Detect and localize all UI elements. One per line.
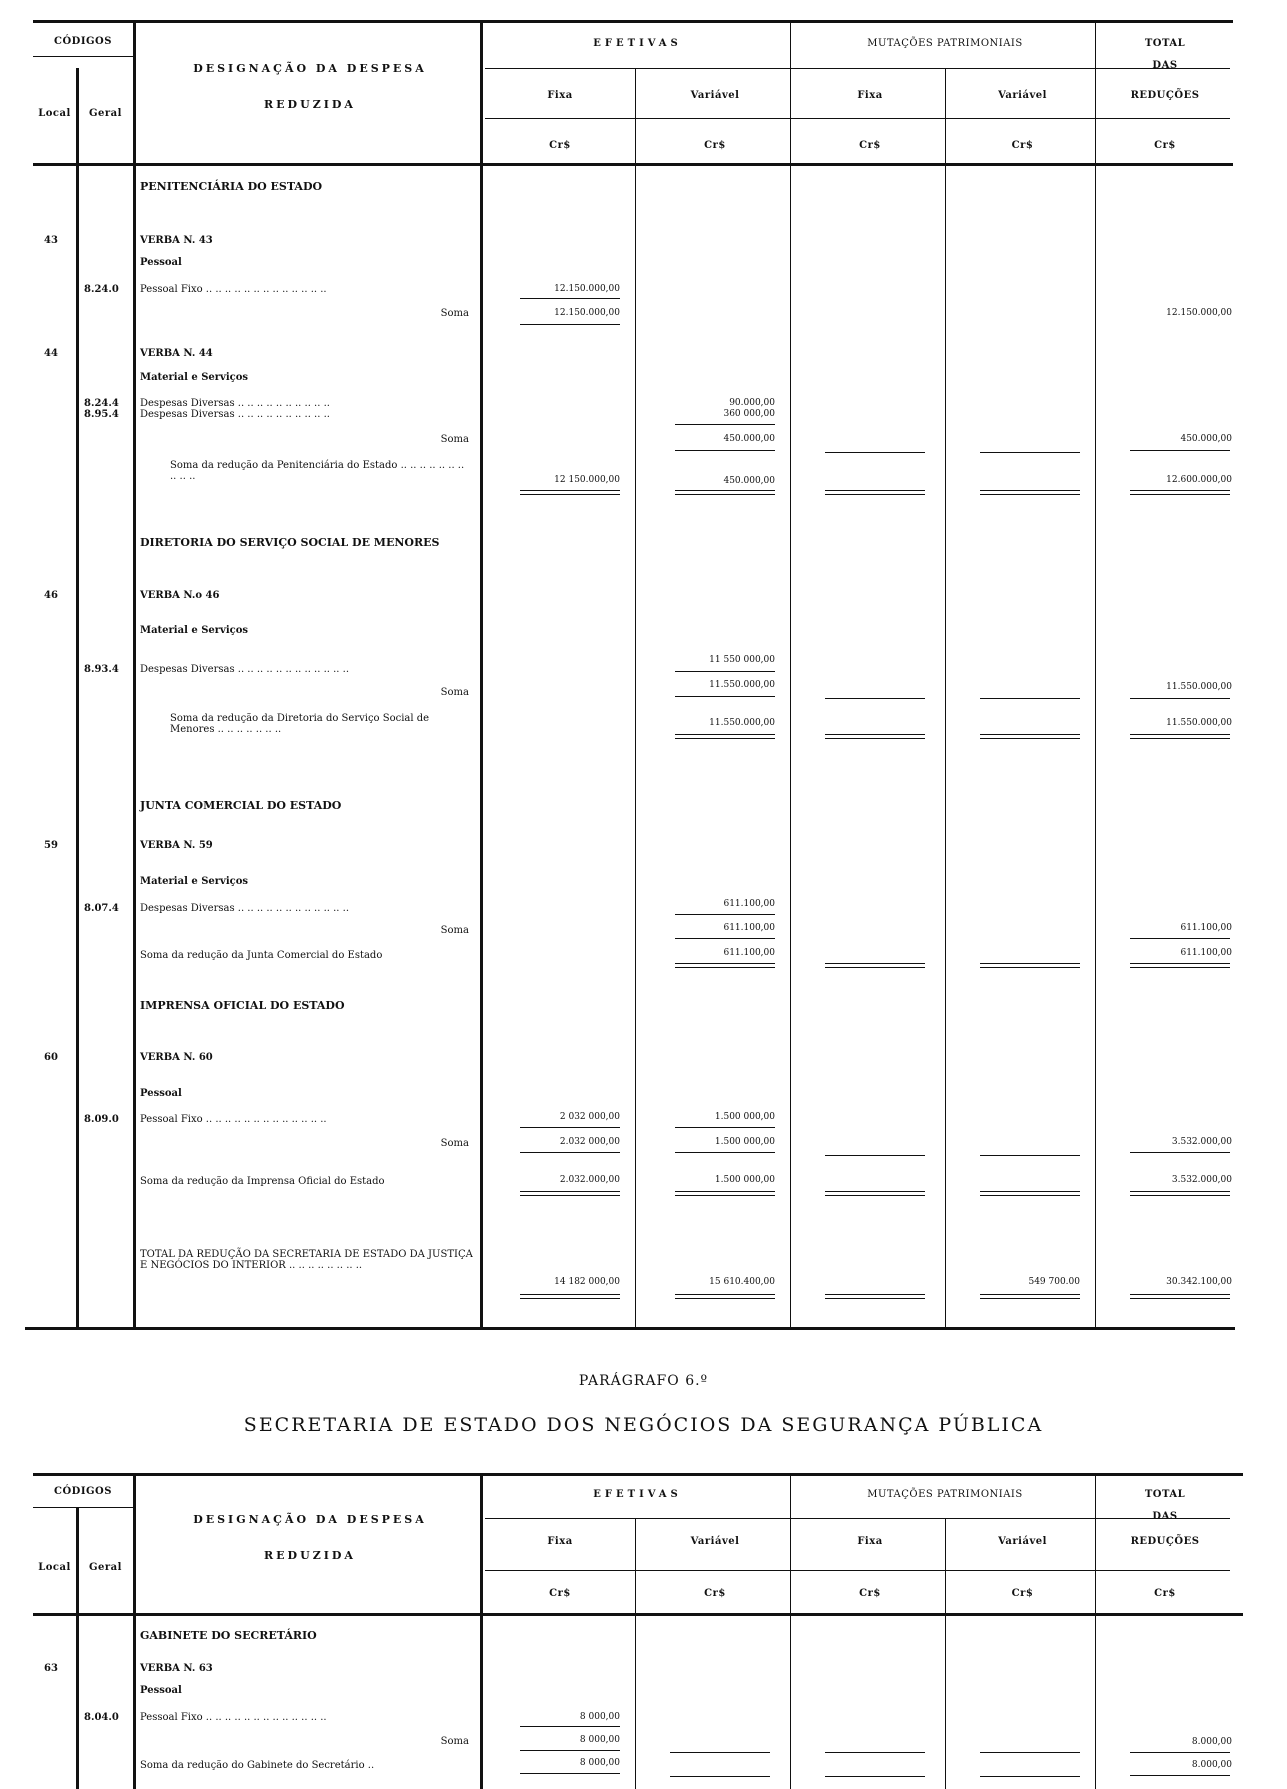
header-reduzida: REDUZIDA [264,98,356,111]
header-mut-fixa: Fixa [857,90,883,101]
section-title: PENITENCIÁRIA DO ESTADO [140,180,323,193]
header-local: Local [38,108,71,119]
verba-title: VERBA N. 43 [140,235,213,246]
table-top-border [33,20,1233,23]
section-title: JUNTA COMERCIAL DO ESTADO [140,799,342,812]
header-total: TOTAL [1144,38,1186,49]
item-label: Pessoal Fixo .. .. .. .. .. .. .. .. .. .. .. .. .. [140,284,327,295]
section-title: GABINETE DO SECRETÁRIO [140,1629,317,1642]
header-efetivas: EFETIVAS [593,38,682,49]
table-bottom-border [25,1327,1235,1330]
secretaria-title: SECRETARIA DE ESTADO DOS NEGÓCIOS DA SEGURANÇA PÚBLICA [243,1414,1044,1436]
section-title: DIRETORIA DO SERVIÇO SOCIAL DE MENORES [140,536,440,549]
subtotal-label: Soma da redução da Penitenciária do Estado .. .. .. .. .. .. .. .. .. .. [170,460,465,482]
header-designacao: DESIGNAÇÃO DA DESPESA [193,62,427,75]
geral-code: 8.24.0 [84,284,119,295]
header-codigos: CÓDIGOS [54,36,112,47]
section-title: IMPRENSA OFICIAL DO ESTADO [140,999,345,1012]
paragraph-title: PARÁGRAFO 6.º [578,1373,709,1389]
local-code: 43 [44,235,58,246]
header-mut-variavel: Variável [998,90,1047,101]
header-bottom-border [33,163,1233,166]
grand-total-label: TOTAL DA REDUÇÃO DA SECRETARIA DE ESTADO DA JUSTIÇA E NEGÓCIOS DO INTERIOR .. .. .. .. .. .. .. .. [140,1249,473,1271]
header-variavel: Variável [690,90,740,101]
header-fixa: Fixa [547,90,573,101]
header-geral: Geral [89,108,122,119]
header-mutacoes: MUTAÇÕES PATRIMONIAIS [867,38,1023,49]
